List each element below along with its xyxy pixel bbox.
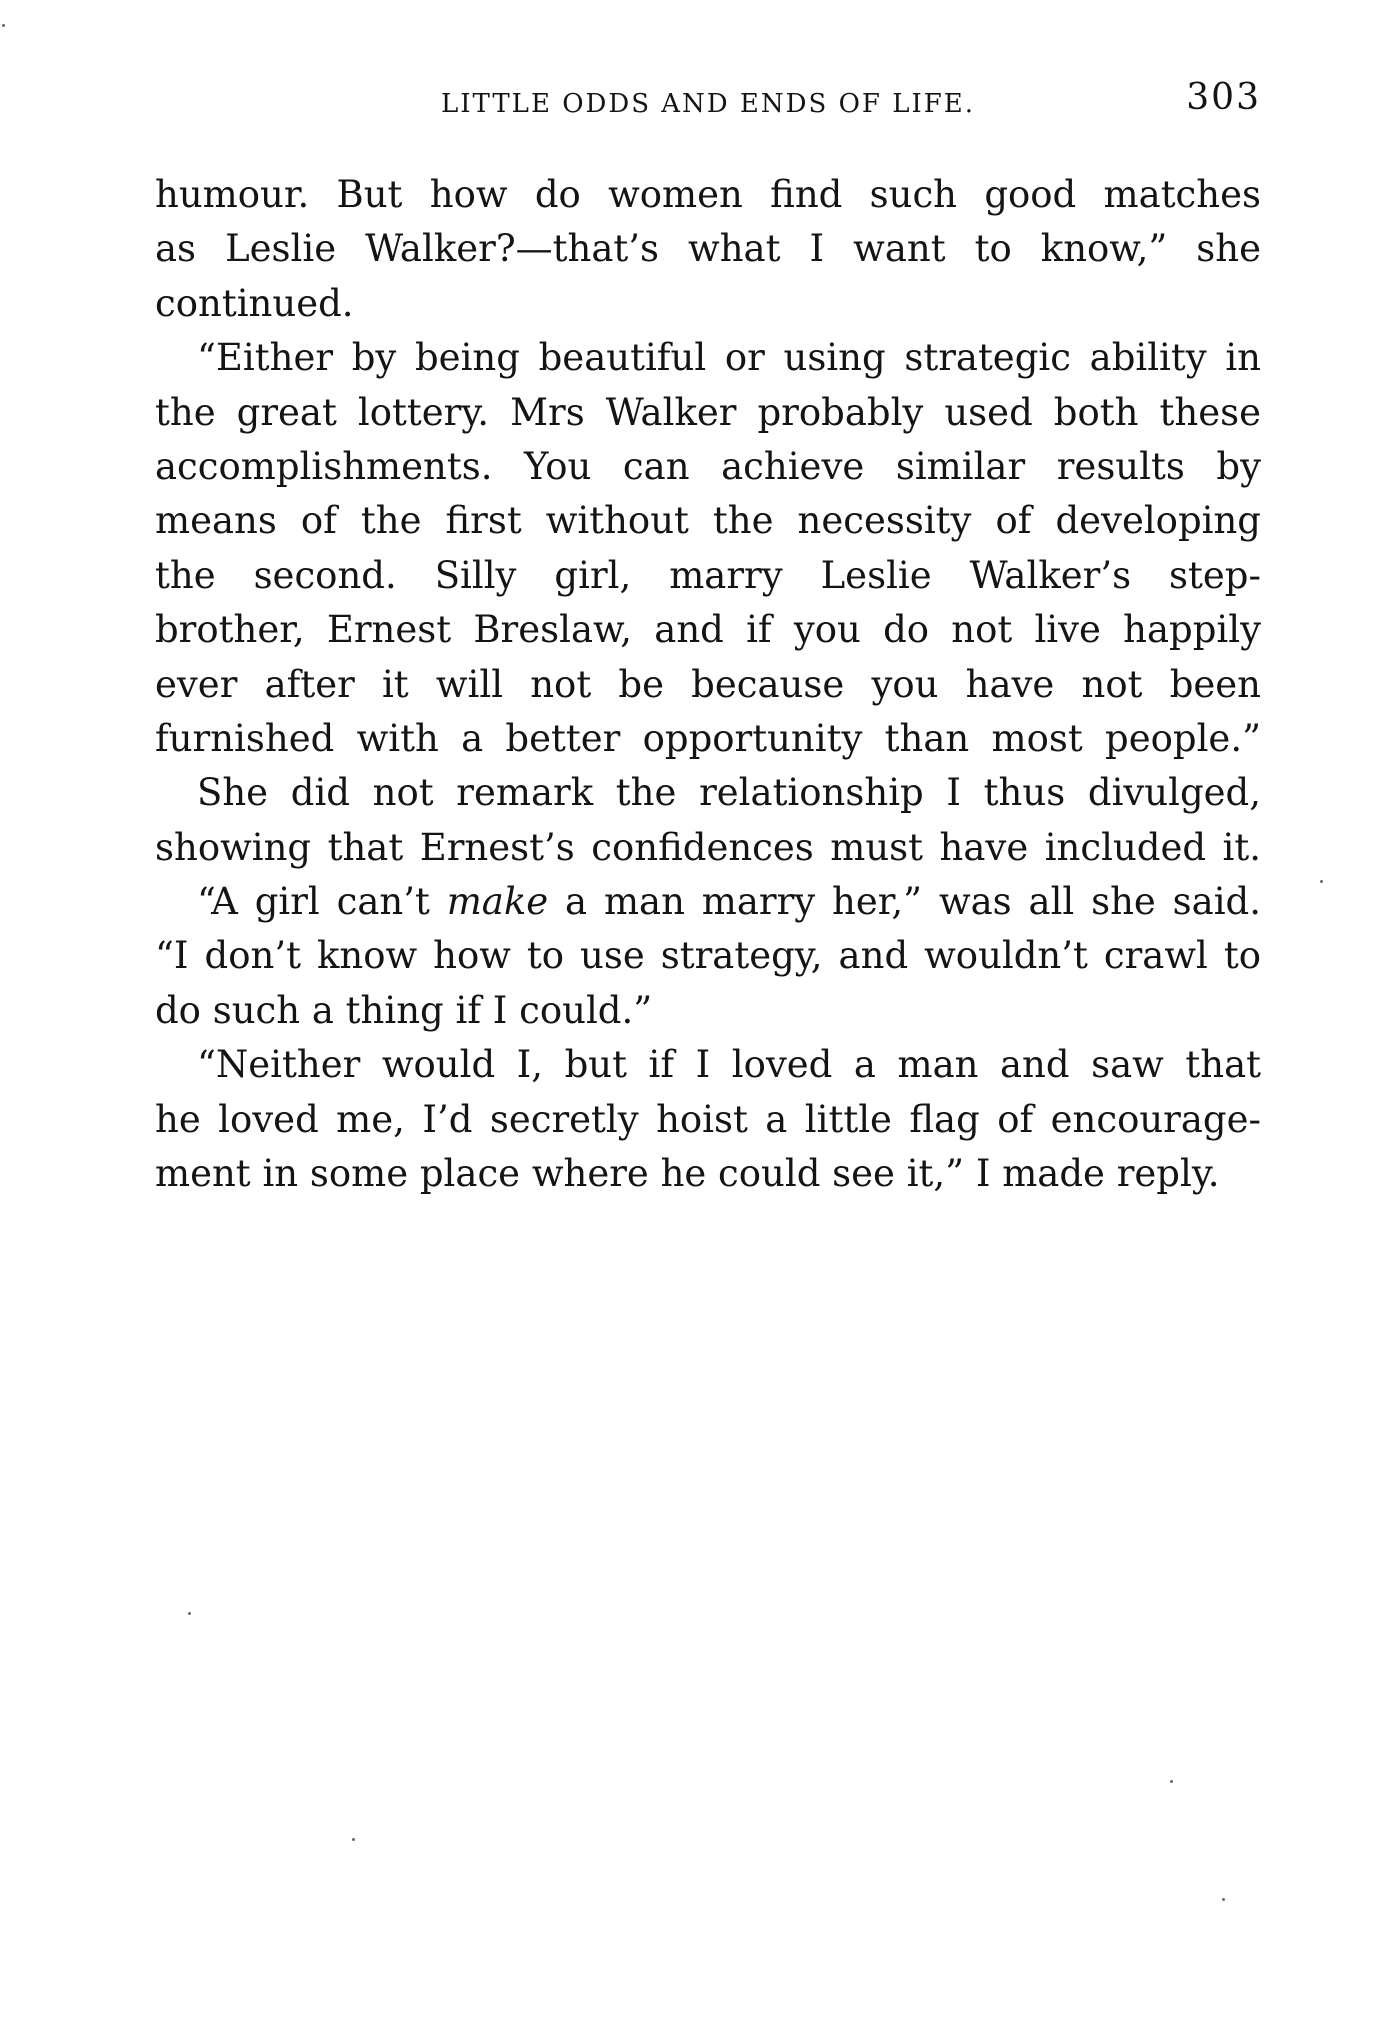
text-line: means of the first without the necessity of developing xyxy=(155,499,1261,543)
scan-speck xyxy=(188,1612,191,1615)
emphasis-text: make xyxy=(446,880,549,924)
running-title: LITTLE ODDS AND ENDS OF LIFE. xyxy=(440,89,976,119)
scan-speck xyxy=(352,1838,355,1841)
text-fragment: a man marry her,” was all she said. xyxy=(548,880,1261,924)
body-text xyxy=(155,168,1261,1201)
text-line: brother, Ernest Breslaw, and if you do not live happily xyxy=(155,608,1261,652)
text-line: humour. But how do women find such good matches xyxy=(155,173,1261,216)
text-line: the second. Silly girl, marry Leslie Walker’s step- xyxy=(155,553,1261,597)
scan-speck xyxy=(1222,1898,1225,1901)
text-line: “Neither would I, but if I loved a man and saw that xyxy=(197,1043,1261,1087)
text-line: ever after it will not be because you have not been xyxy=(155,662,1261,706)
text-line: as Leslie Walker?—that’s what I want to know,” she xyxy=(155,227,1261,271)
text-line: the great lottery. Mrs Walker probably used both these xyxy=(155,390,1261,434)
scan-speck xyxy=(1320,880,1323,883)
text-line: “I don’t know how to use strategy, and wouldn’t crawl to xyxy=(155,934,1261,978)
text-line: “Either by being beautiful or using strategic ability in xyxy=(197,336,1261,380)
text-line: continued. xyxy=(155,281,354,325)
text-line: ment in some place where he could see it,” I made reply. xyxy=(155,1152,1220,1196)
text-line: he loved me, I’d secretly hoist a little flag of encourage- xyxy=(155,1097,1261,1141)
page-number: 303 xyxy=(1186,77,1261,118)
scan-speck xyxy=(1170,1780,1173,1783)
text-line: furnished with a better opportunity than most people.” xyxy=(155,716,1261,760)
running-head xyxy=(155,78,1261,128)
text-fragment: “A girl can’t xyxy=(197,880,447,924)
text-line: She did not remark the relationship I thus divulged, xyxy=(197,771,1261,815)
text-line: showing that Ernest’s confidences must have included it. xyxy=(155,825,1261,869)
text-line: accomplishments. You can achieve similar results by xyxy=(155,444,1261,488)
text-line: do such a thing if I could.” xyxy=(155,988,653,1032)
scan-speck xyxy=(2,24,5,27)
text-line xyxy=(155,875,1261,929)
